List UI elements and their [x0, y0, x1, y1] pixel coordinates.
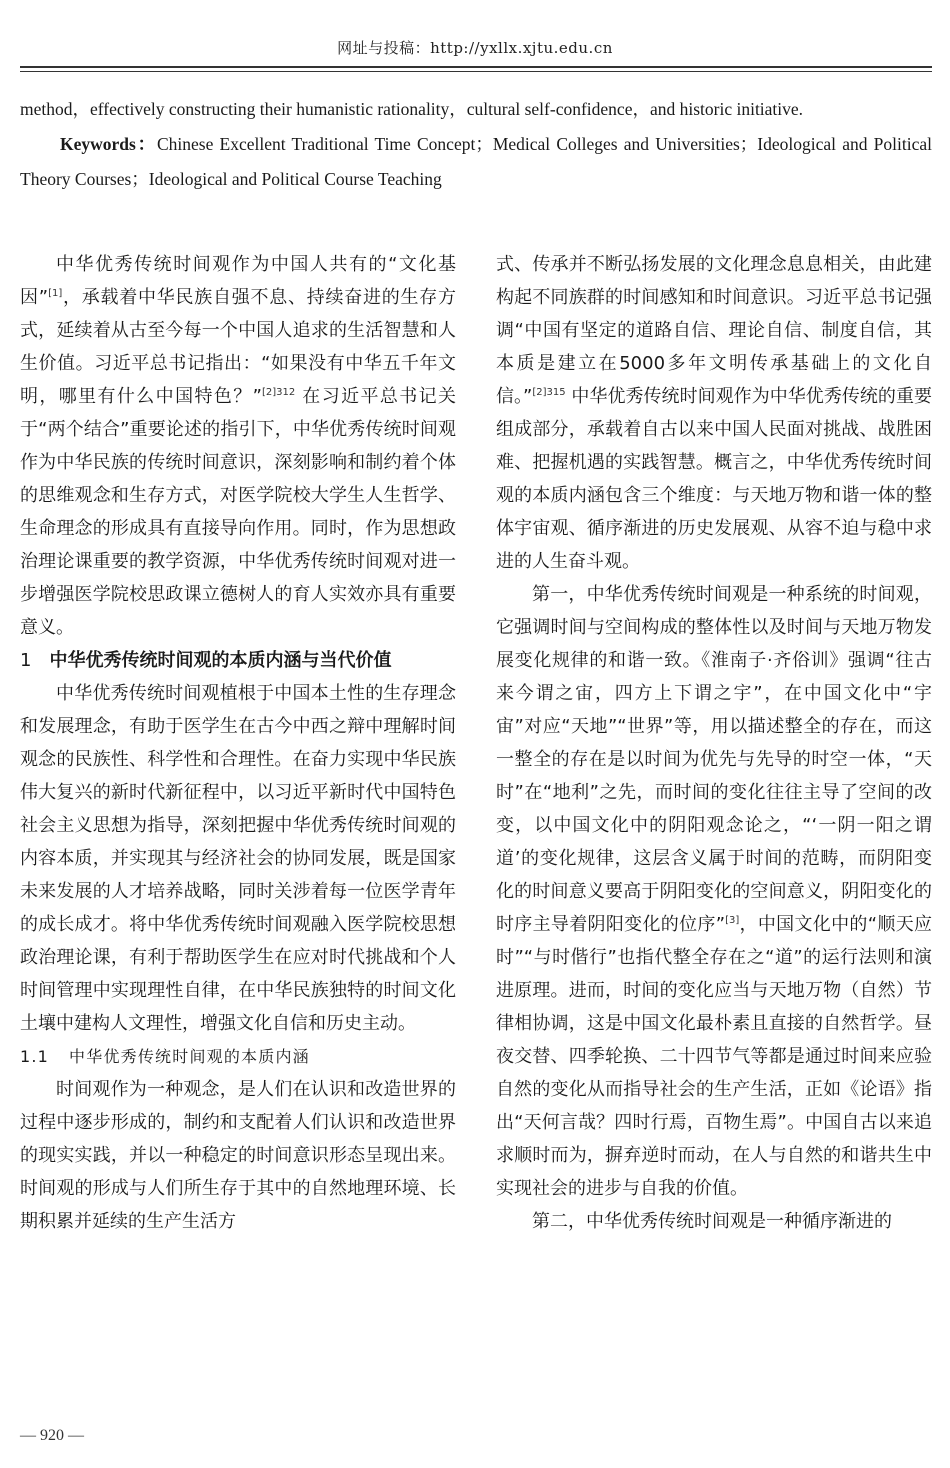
header-rule-thick — [20, 66, 932, 68]
subsection-1-1-paragraph: 时间观作为一种观念，是人们在认识和改造世界的过程中逐步形成的，制约和支配着人们认识和改造世界的现实实践，并以一种稳定的时间意识形态呈现出来。时间观的形成与人们所生存于其中的自然地理环境、长期积累并延续的生产生活方 — [20, 1079, 456, 1232]
abstract-tail: method，effectively constructing their humanistic rationality，cultural self-confidence，and historic initiative. — [20, 99, 804, 119]
section-1-paragraph: 中华优秀传统时间观植根于中国本土性的生存理念和发展理念，有助于医学生在古今中西之辩中理解时间观念的民族性、科学性和合理性。在奋力实现中华民族伟大复兴的新时代新征程中，以习近平新时代中国特色社会主义思想为指导，深刻把握中华优秀传统时间观的内容本质，并实现其与经济社会的协同发展，既是国家未来发展的人才培养战略，同时关涉着每一位医学青年的成长成才。将中华优秀传统时间观融入医学院校思想政治理论课，有利于帮助医学生在应对时代挑战和个人时间管理中实现理性自律，在中华民族独特的时间文化土壤中建构人文理性，增强文化自信和历史主动。 — [20, 683, 456, 1034]
citation-ref: [2]312 — [261, 387, 296, 398]
left-column — [20, 248, 456, 1238]
citation-ref: [1] — [48, 288, 63, 299]
second-dimension-paragraph: 第二，中华优秀传统时间观是一种循序渐进的 — [532, 1211, 892, 1232]
header-rule-thin — [20, 71, 932, 72]
citation-ref: [3] — [725, 915, 740, 926]
intro-paragraph: 中华优秀传统时间观作为中国人共有的“文化基因”[1]，承载着中华民族自强不息、持续奋进的生存方式，延续着从古至今每一个中国人追求的生活智慧和人生价值。习近平总书记指出：“如果没有中华五千年文明，哪里有什么中国特色？”$^{[2]312}$ 在习近平总书记关于“两个结合”重要论述的指引下，中华优秀传统时间观作为中华民族的传统时间意识，深刻影响和制约着个体的思维观念和生存方式，对医学院校大学生人生哲学、生命理念的形成具有直接导向作用。同时，作为思想政治理论课重要的教学资源，中华优秀传统时间观对进一步增强医学院校思政课立德树人的育人实效亦具有重要意义。 — [20, 254, 456, 638]
section-heading-1: 1 中华优秀传统时间观的本质内涵与当代价值 — [20, 650, 392, 671]
english-abstract — [20, 92, 932, 197]
page-number: — 920 — — [20, 1427, 84, 1444]
keywords-line — [20, 127, 932, 197]
subsection-heading-1-1: 1.1 中华优秀传统时间观的本质内涵 — [20, 1047, 310, 1066]
continued-paragraph: 式、传承并不断弘扬发展的文化理念息息相关，由此建构起不同族群的时间感知和时间意识。习近平总书记强调“中国有坚定的道路自信、理论自信、制度自信，其本质是建立在5000多年文明传承基础上的文化自信。”$^{[2]315}$ 中华优秀传统时间观作为中华优秀传统的重要组成部分，承载着自古以来中国人民面对挑战、战胜困难、把握机遇的实践智慧。概言之，中华优秀传统时间观的本质内涵包含三个维度：与天地万物和谐一体的整体宇宙观、循序渐进的历史发展观、从容不迫与稳中求进的人生奋斗观。 — [496, 254, 932, 572]
right-column — [496, 248, 932, 1238]
keywords-label: Keywords： — [60, 134, 157, 154]
keywords-text: Chinese Excellent Traditional Time Concept；Medical Colleges and Universities；Ideological and Political Theory Courses；Ideological and Political Course Teaching — [20, 134, 933, 189]
citation-ref: [2]315 — [532, 387, 566, 398]
first-dimension-paragraph: 第一，中华优秀传统时间观是一种系统的时间观，它强调时间与空间构成的整体性以及时间与天地万物发展变化规律的和谐一致。《淮南子·齐俗训》强调“往古来今谓之宙，四方上下谓之宇”，在中国文化中“宇宙”对应“天地”“世界”等，用以描述整全的存在，而这一整全的存在是以时间为优先与先导的时空一体，“天时”在“地利”之先，而时间的变化往往主导了空间的改变，以中国文化中的阴阳观念论之，“‘一阴一阳之谓道’的变化规律，这层含义属于时间的范畴，而阴阳变化的时间意义要高于阴阳变化的空间意义，阴阳变化的时序主导着阴阳变化的位序”[3]，中国文化中的“顺天应时”“与时偕行”也指代整全存在之“道”的运行法则和演进原理。进而，时间的变化应当与天地万物（自然）节律相协调，这是中国文化最朴素且直接的自然哲学。昼夜交替、四季轮换、二十四节气等都是通过时间来应验自然的变化从而指导社会的生产生活，正如《论语》指出“天何言哉？四时行焉，百物生焉”。中国自古以来追求顺时而为，摒弃逆时而动，在人与自然的和谐共生中实现社会的进步与自我的价值。 — [496, 584, 933, 1199]
running-header: 网址与投稿：http://yxllx.xjtu.edu.cn — [337, 39, 613, 57]
